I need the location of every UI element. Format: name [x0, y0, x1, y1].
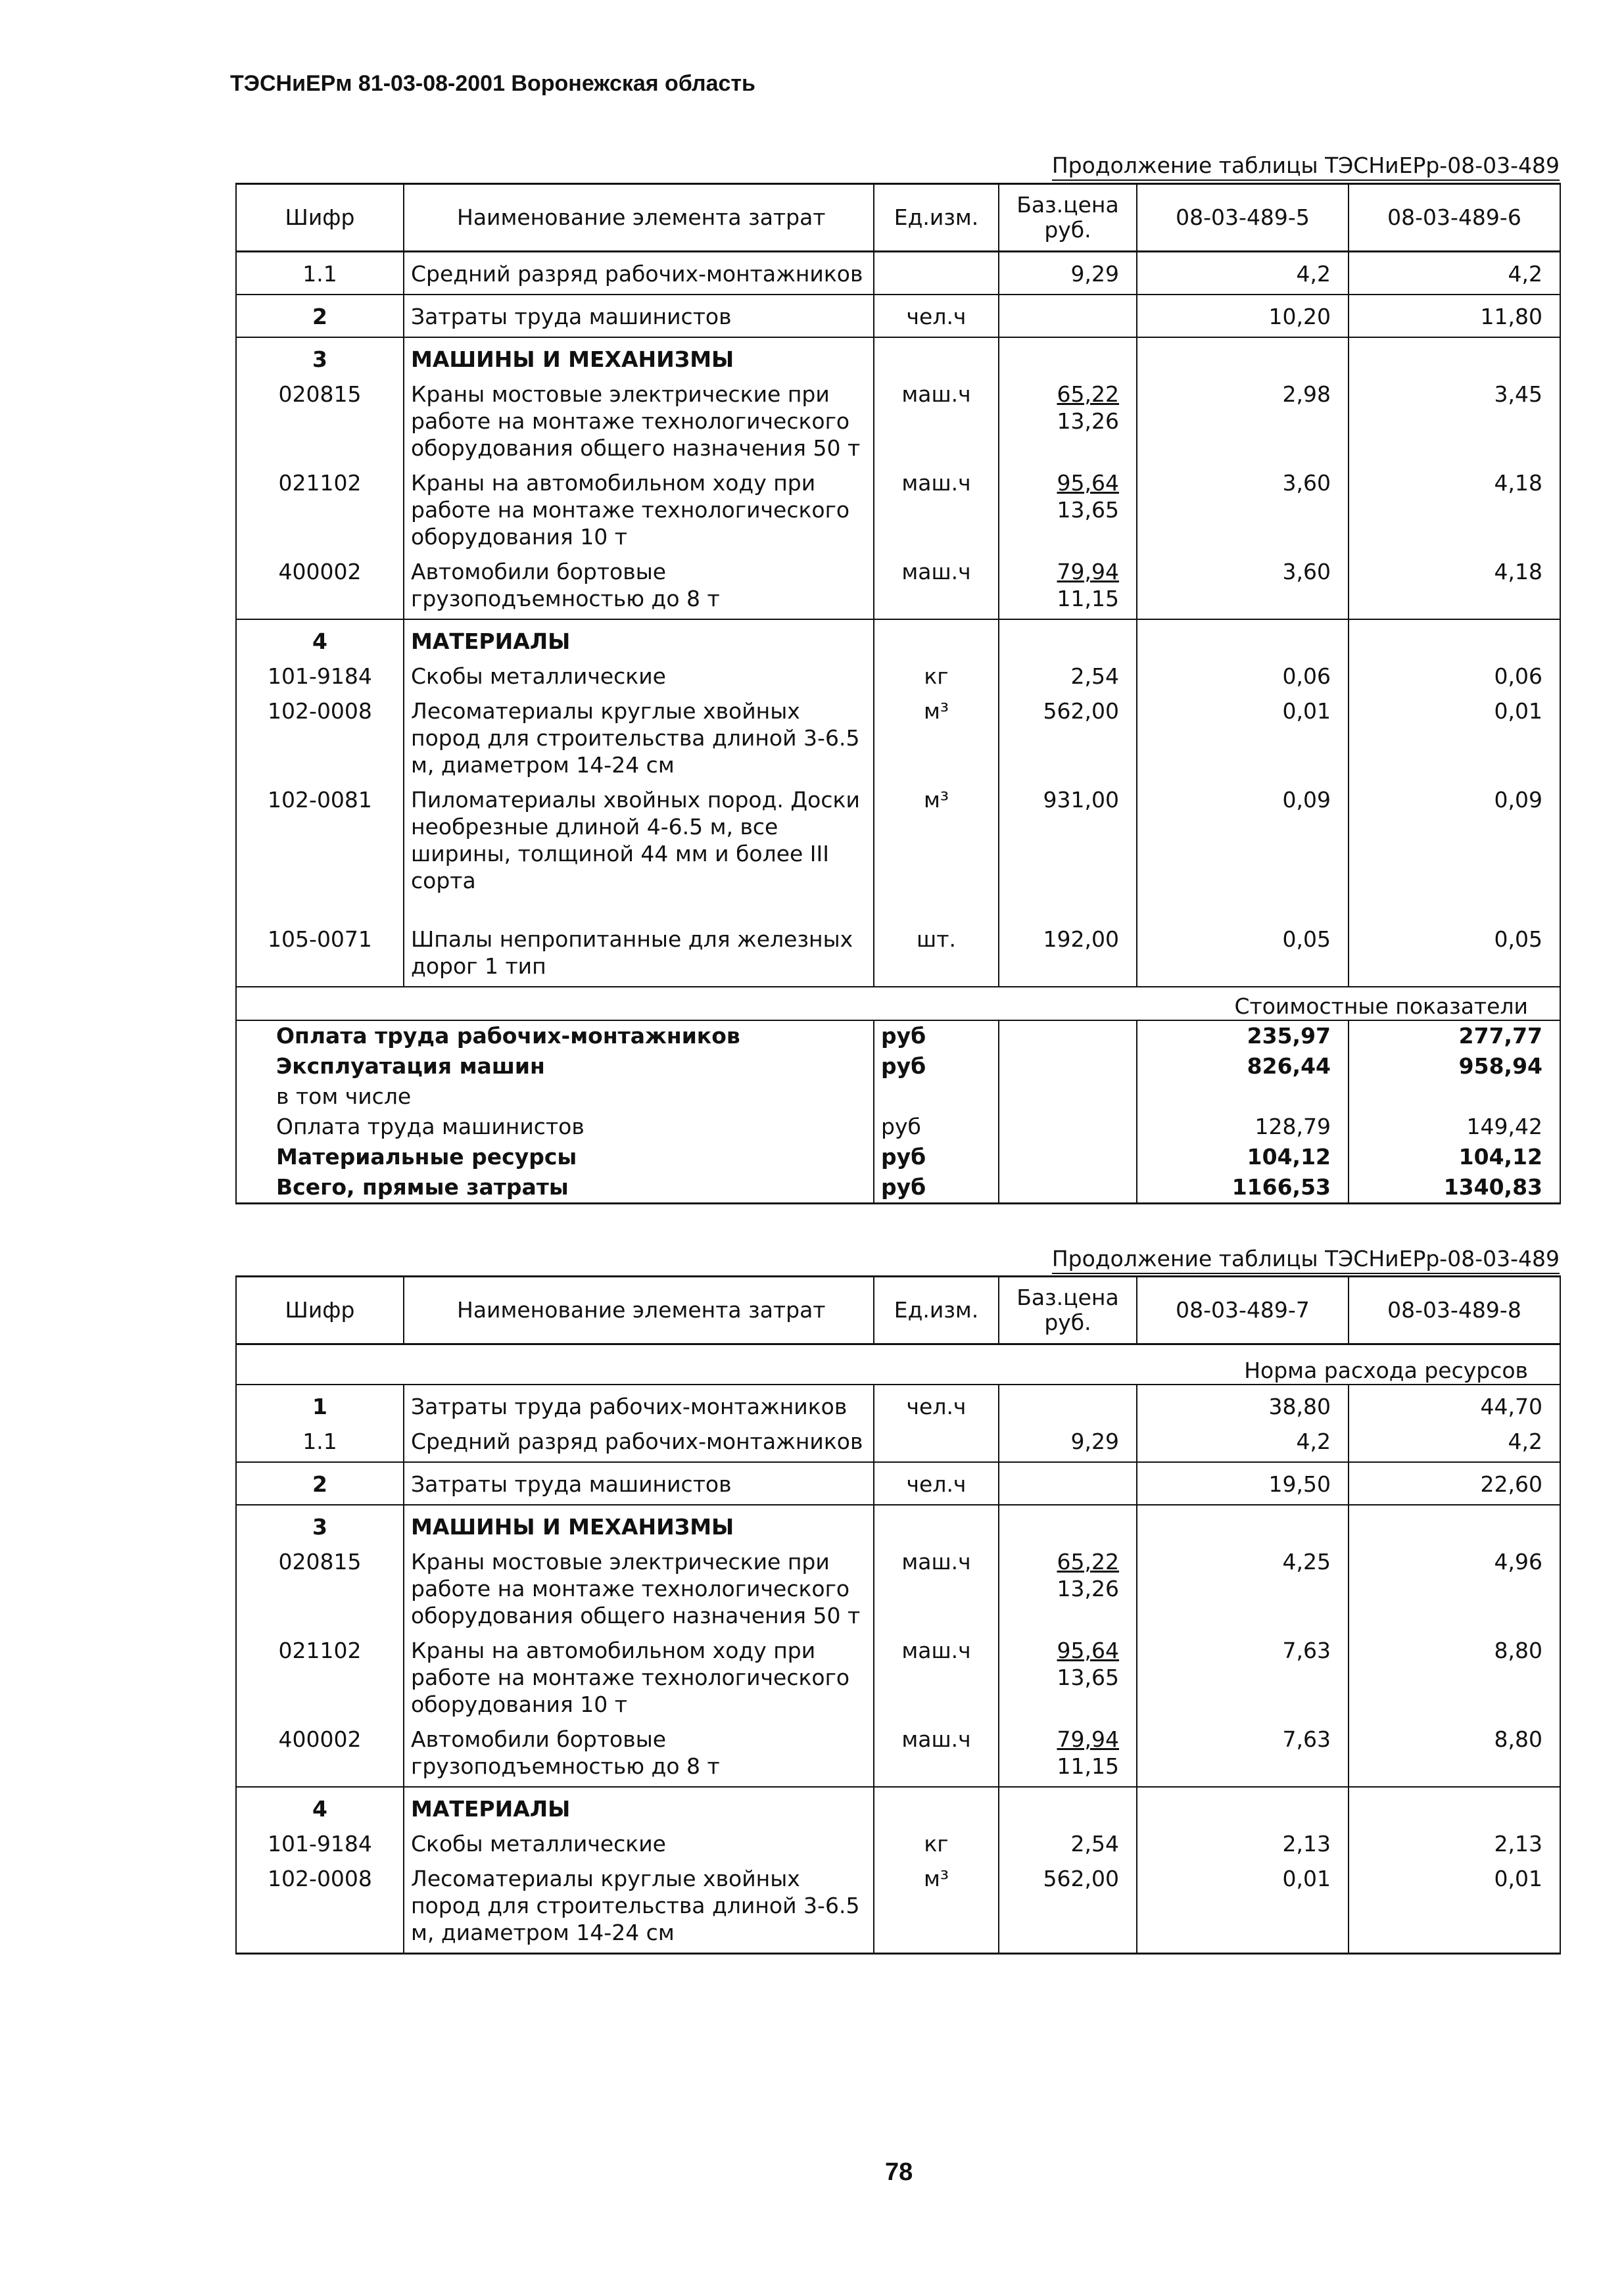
row-value-a: 3,60	[1137, 550, 1349, 619]
row-price: 9,29	[999, 1420, 1137, 1462]
row-name: Лесоматериалы круглые хвойных пород для строительства длиной 3-6.5 м, диаметром 14-24 см	[404, 690, 874, 778]
table-row	[236, 1718, 1560, 1787]
row-value-b: 0,01	[1349, 1857, 1560, 1954]
row-value-b: 11,80	[1349, 295, 1560, 337]
row-price: 562,00	[999, 1857, 1137, 1954]
header-code: Шифр	[236, 184, 404, 252]
row-unit: чел.ч	[874, 1385, 999, 1420]
row-code: 1	[236, 1385, 404, 1420]
summary-unit	[874, 1081, 999, 1112]
row-value-a: 10,20	[1137, 295, 1349, 337]
table-spacer	[236, 894, 1560, 926]
row-value-a: 0,01	[1137, 1857, 1349, 1954]
summary-row	[236, 1051, 1560, 1081]
row-code: 2	[236, 1462, 404, 1505]
row-value-b: 0,05	[1349, 926, 1560, 987]
row-name: Автомобили бортовые грузоподъемностью до 8 т	[404, 1718, 874, 1787]
cost-indicators-label: Стоимостные показатели	[236, 987, 1560, 1020]
summary-label: Всего, прямые затраты	[236, 1172, 874, 1204]
row-value-a: 7,63	[1137, 1718, 1349, 1787]
row-value-a: 0,09	[1137, 778, 1349, 894]
summary-value-a: 128,79	[1137, 1112, 1349, 1142]
row-value-a: 0,06	[1137, 655, 1349, 690]
row-unit: маш.ч	[874, 1629, 999, 1718]
row-name: Скобы металлические	[404, 655, 874, 690]
row-name: Средний разряд рабочих-монтажников	[404, 252, 874, 295]
row-price	[999, 295, 1137, 337]
summary-unit: руб	[874, 1020, 999, 1051]
row-price: 79,94	[1057, 559, 1119, 584]
header-col-b: 08-03-489-6	[1349, 184, 1560, 252]
norms-table-2	[235, 1275, 1561, 1955]
summary-value-b: 149,42	[1349, 1112, 1560, 1142]
norm-label: Норма расхода ресурсов	[236, 1344, 1560, 1385]
row-name: Пиломатериалы хвойных пород. Доски необрезные длиной 4-6.5 м, все ширины, толщиной 44 мм и более III сорта	[404, 778, 874, 894]
row-price: 2,54	[999, 1822, 1137, 1857]
table-row	[236, 1540, 1560, 1629]
section-row	[236, 619, 1560, 655]
row-unit: кг	[874, 655, 999, 690]
row-name: Краны на автомобильном ходу при работе на монтаже технологического оборудования 10 т	[404, 462, 874, 550]
row-unit: м³	[874, 690, 999, 778]
document-title: ТЭСНиЕРм 81-03-08-2001 Воронежская область	[230, 71, 755, 96]
row-value-a: 19,50	[1137, 1462, 1349, 1505]
row-value-a: 3,60	[1137, 462, 1349, 550]
row-name: Краны мостовые электрические при работе на монтаже технологического оборудования общего назначения 50 т	[404, 373, 874, 462]
row-code: 4	[236, 1787, 404, 1822]
table-row	[236, 295, 1560, 337]
row-price-wage: 11,15	[1057, 586, 1119, 611]
header-unit: Ед.изм.	[874, 1277, 999, 1344]
norm-indicator-row	[236, 1344, 1560, 1385]
summary-unit: руб	[874, 1172, 999, 1204]
summary-value-a	[1137, 1081, 1349, 1112]
summary-label: Эксплуатация машин	[236, 1051, 874, 1081]
row-value-a: 7,63	[1137, 1629, 1349, 1718]
header-price: Баз.цена руб.	[999, 184, 1137, 252]
row-price-wage: 13,26	[1057, 1576, 1119, 1601]
row-name: Лесоматериалы круглые хвойных пород для строительства длиной 3-6.5 м, диаметром 14-24 см	[404, 1857, 874, 1954]
row-value-b: 0,01	[1349, 690, 1560, 778]
row-name: Шпалы непропитанные для железных дорог 1 тип	[404, 926, 874, 987]
section-heading: МАТЕРИАЛЫ	[404, 1787, 874, 1822]
row-code: 3	[236, 1505, 404, 1540]
header-col-b: 08-03-489-8	[1349, 1277, 1560, 1344]
row-price: 95,64	[1057, 1638, 1119, 1663]
row-code: 105-0071	[236, 926, 404, 987]
row-price: 65,22	[1057, 381, 1119, 407]
summary-value-b: 104,12	[1349, 1142, 1560, 1172]
table-row	[236, 690, 1560, 778]
row-code: 102-0008	[236, 690, 404, 778]
row-price: 931,00	[999, 778, 1137, 894]
section-row	[236, 337, 1560, 373]
row-value-a: 2,98	[1137, 373, 1349, 462]
row-unit: м³	[874, 1857, 999, 1954]
row-value-b: 0,06	[1349, 655, 1560, 690]
row-unit: маш.ч	[874, 550, 999, 619]
row-value-b: 22,60	[1349, 1462, 1560, 1505]
row-code: 2	[236, 295, 404, 337]
header-name: Наименование элемента затрат	[404, 1277, 874, 1344]
table-row	[236, 550, 1560, 619]
section-row	[236, 1787, 1560, 1822]
row-value-a: 2,13	[1137, 1822, 1349, 1857]
continuation-caption-1: Продолжение таблицы ТЭСНиЕРр-08-03-489	[1051, 153, 1560, 178]
summary-label: Оплата труда рабочих-монтажников	[236, 1020, 874, 1051]
header-unit: Ед.изм.	[874, 184, 999, 252]
summary-label: Материальные ресурсы	[236, 1142, 874, 1172]
row-value-b: 4,2	[1349, 252, 1560, 295]
row-name: Затраты труда машинистов	[404, 1462, 874, 1505]
table-row	[236, 373, 1560, 462]
row-price-wage: 13,65	[1057, 1665, 1119, 1690]
summary-value-b: 1340,83	[1349, 1172, 1560, 1204]
row-value-b: 4,18	[1349, 550, 1560, 619]
row-name: Краны на автомобильном ходу при работе на монтаже технологического оборудования 10 т	[404, 1629, 874, 1718]
row-unit: м³	[874, 778, 999, 894]
section-heading: МАТЕРИАЛЫ	[404, 619, 874, 655]
summary-value-b	[1349, 1081, 1560, 1112]
row-value-b: 8,80	[1349, 1718, 1560, 1787]
row-name: Скобы металлические	[404, 1822, 874, 1857]
row-value-a: 38,80	[1137, 1385, 1349, 1420]
row-code: 1.1	[236, 1420, 404, 1462]
summary-value-a: 235,97	[1137, 1020, 1349, 1051]
row-code: 400002	[236, 550, 404, 619]
summary-label: Оплата труда машинистов	[236, 1112, 874, 1142]
row-unit	[874, 1420, 999, 1462]
row-code: 101-9184	[236, 655, 404, 690]
row-value-a: 4,2	[1137, 1420, 1349, 1462]
row-value-b: 3,45	[1349, 373, 1560, 462]
row-price	[999, 1385, 1137, 1420]
row-code: 101-9184	[236, 1822, 404, 1857]
header-code: Шифр	[236, 1277, 404, 1344]
row-unit: маш.ч	[874, 462, 999, 550]
table-row	[236, 1462, 1560, 1505]
header-name: Наименование элемента затрат	[404, 184, 874, 252]
row-code: 400002	[236, 1718, 404, 1787]
summary-label: в том числе	[236, 1081, 874, 1112]
row-price-wage: 13,26	[1057, 408, 1119, 434]
row-unit: чел.ч	[874, 295, 999, 337]
summary-value-a: 826,44	[1137, 1051, 1349, 1081]
row-price: 562,00	[999, 690, 1137, 778]
summary-value-b: 958,94	[1349, 1051, 1560, 1081]
table-row	[236, 1420, 1560, 1462]
row-name: Краны мостовые электрические при работе на монтаже технологического оборудования общего назначения 50 т	[404, 1540, 874, 1629]
row-code: 4	[236, 619, 404, 655]
row-value-a: 4,2	[1137, 252, 1349, 295]
page-number: 78	[885, 2158, 913, 2186]
row-price: 79,94	[1057, 1726, 1119, 1752]
row-value-a: 0,05	[1137, 926, 1349, 987]
table-row	[236, 1857, 1560, 1954]
section-row	[236, 1505, 1560, 1540]
row-code: 3	[236, 337, 404, 373]
row-unit: маш.ч	[874, 1540, 999, 1629]
table-row	[236, 655, 1560, 690]
row-code: 102-0081	[236, 778, 404, 894]
row-price: 65,22	[1057, 1549, 1119, 1575]
row-price-wage: 13,65	[1057, 497, 1119, 523]
row-code: 021102	[236, 1629, 404, 1718]
norms-table-1	[235, 183, 1561, 1204]
table-row	[236, 1385, 1560, 1420]
row-code: 021102	[236, 462, 404, 550]
row-code: 1.1	[236, 252, 404, 295]
header-price: Баз.цена руб.	[999, 1277, 1137, 1344]
row-name: Средний разряд рабочих-монтажников	[404, 1420, 874, 1462]
continuation-caption-2: Продолжение таблицы ТЭСНиЕРр-08-03-489	[1051, 1246, 1560, 1271]
summary-row	[236, 1081, 1560, 1112]
row-price: 192,00	[999, 926, 1137, 987]
summary-unit: руб	[874, 1112, 999, 1142]
table-row	[236, 926, 1560, 987]
row-value-a: 4,25	[1137, 1540, 1349, 1629]
row-code: 020815	[236, 373, 404, 462]
table-header-row	[236, 1277, 1560, 1344]
row-unit: маш.ч	[874, 1718, 999, 1787]
row-value-b: 4,18	[1349, 462, 1560, 550]
row-name: Затраты труда рабочих-монтажников	[404, 1385, 874, 1420]
row-unit: маш.ч	[874, 373, 999, 462]
row-unit: кг	[874, 1822, 999, 1857]
summary-value-a: 1166,53	[1137, 1172, 1349, 1204]
row-price-wage: 11,15	[1057, 1753, 1119, 1779]
summary-unit: руб	[874, 1051, 999, 1081]
table-row	[236, 252, 1560, 295]
table-header-row	[236, 184, 1560, 252]
row-value-b: 8,80	[1349, 1629, 1560, 1718]
section-heading: МАШИНЫ И МЕХАНИЗМЫ	[404, 337, 874, 373]
table-row	[236, 1629, 1560, 1718]
row-value-b: 4,2	[1349, 1420, 1560, 1462]
section-heading: МАШИНЫ И МЕХАНИЗМЫ	[404, 1505, 874, 1540]
summary-unit: руб	[874, 1142, 999, 1172]
row-value-b: 44,70	[1349, 1385, 1560, 1420]
row-name: Автомобили бортовые грузоподъемностью до 8 т	[404, 550, 874, 619]
row-value-a: 0,01	[1137, 690, 1349, 778]
row-price: 95,64	[1057, 470, 1119, 496]
summary-row	[236, 1112, 1560, 1142]
row-unit	[874, 252, 999, 295]
row-code: 102-0008	[236, 1857, 404, 1954]
summary-value-b: 277,77	[1349, 1020, 1560, 1051]
row-price	[999, 1462, 1137, 1505]
summary-value-a: 104,12	[1137, 1142, 1349, 1172]
row-name: Затраты труда машинистов	[404, 295, 874, 337]
header-col-a: 08-03-489-5	[1137, 184, 1349, 252]
row-unit: чел.ч	[874, 1462, 999, 1505]
summary-row	[236, 1020, 1560, 1051]
table-row	[236, 778, 1560, 894]
row-price: 2,54	[999, 655, 1137, 690]
header-col-a: 08-03-489-7	[1137, 1277, 1349, 1344]
table-row	[236, 462, 1560, 550]
row-code: 020815	[236, 1540, 404, 1629]
row-value-b: 2,13	[1349, 1822, 1560, 1857]
cost-indicator-row	[236, 987, 1560, 1020]
row-price: 9,29	[999, 252, 1137, 295]
table-row	[236, 1822, 1560, 1857]
row-value-b: 0,09	[1349, 778, 1560, 894]
summary-row	[236, 1172, 1560, 1204]
summary-row	[236, 1142, 1560, 1172]
row-unit: шт.	[874, 926, 999, 987]
row-value-b: 4,96	[1349, 1540, 1560, 1629]
